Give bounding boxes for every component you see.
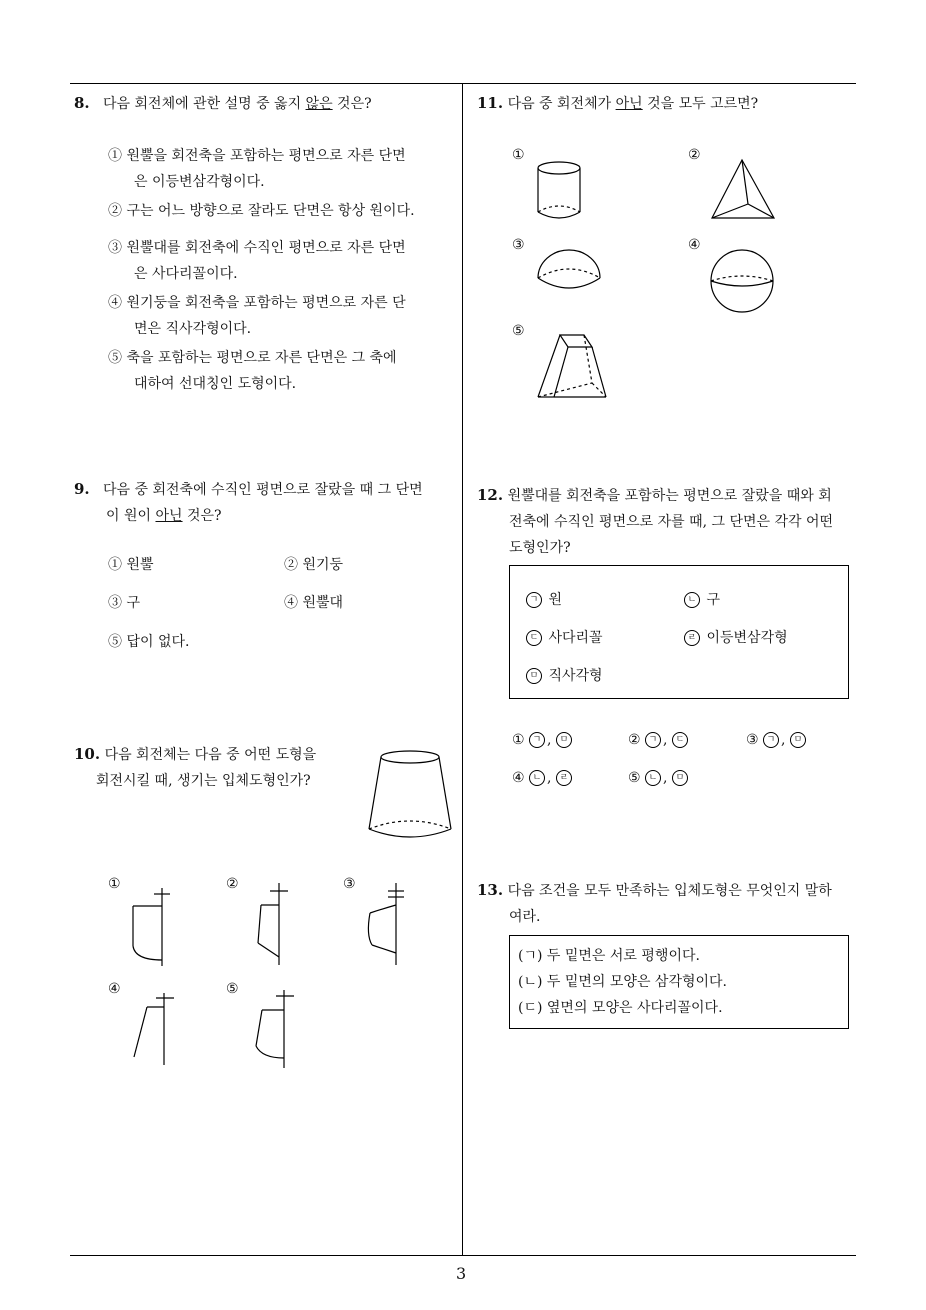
q11-option-2-tetrahedron[interactable] — [710, 158, 780, 223]
q12-answer-3[interactable]: ③ ㄱ , ㅁ — [746, 727, 808, 753]
q8-number: 8. — [74, 94, 90, 112]
q12-box-item-4: ㄹ 이등변삼각형 — [684, 625, 788, 651]
q10-number: 10. — [74, 745, 101, 763]
q10-option-1-mark[interactable]: ① — [108, 876, 121, 892]
q10-option-3-mark[interactable]: ③ — [343, 876, 356, 892]
q9-option-2[interactable]: ② 원기둥 — [284, 557, 344, 573]
column-divider — [462, 83, 463, 1256]
bottom-rule — [70, 1255, 856, 1256]
q10-option-2-mark[interactable]: ② — [226, 876, 239, 892]
q9-option-5[interactable]: ⑤ 답이 없다. — [108, 634, 190, 650]
q8-option-3[interactable]: ③ 원뿔대를 회전축에 수직인 평면으로 자른 단면 은 사다리꼴이다. — [108, 240, 406, 282]
q11-option-1-mark[interactable]: ① — [512, 147, 525, 163]
q12-box-item-2: ㄴ 구 — [684, 587, 720, 613]
q10-stem: 10. 다음 회전체는 다음 중 어떤 도형을 회전시킬 때, 생기는 입체도형인가? — [74, 745, 317, 789]
q10-option-1-figure[interactable] — [125, 888, 185, 968]
q12-answer-4[interactable]: ④ ㄴ , ㄹ — [512, 765, 574, 791]
q11-option-3-mark[interactable]: ③ — [512, 237, 525, 253]
q12-answer-2[interactable]: ② ㄱ , ㄷ — [628, 727, 690, 753]
q10-frustum-figure — [360, 745, 460, 845]
q11-option-4-sphere[interactable] — [708, 247, 778, 317]
q9-stem: 9. 다음 중 회전축에 수직인 평면으로 잘랐을 때 그 단면 이 원이 아닌 것은? — [74, 480, 423, 524]
q13-number: 13. — [477, 881, 504, 899]
q11-option-2-mark[interactable]: ② — [688, 147, 701, 163]
q12-box-item-1: ㄱ 원 — [526, 587, 562, 613]
q12-number: 12. — [477, 486, 504, 504]
q9-option-3[interactable]: ③ 구 — [108, 595, 140, 611]
top-rule — [70, 83, 856, 84]
q11-stem: 11. 다음 중 회전체가 아닌 것을 모두 고르면? — [477, 94, 759, 112]
q9-option-4[interactable]: ④ 원뿔대 — [284, 595, 344, 611]
q10-option-3-figure[interactable] — [364, 883, 424, 968]
q12-box-item-5: ㅁ 직사각형 — [526, 663, 603, 689]
q12-answer-5[interactable]: ⑤ ㄴ , ㅁ — [628, 765, 690, 791]
q13-condition-2: (ㄴ) 두 밑면의 모양은 삼각형이다. — [518, 974, 727, 990]
q9-number: 9. — [74, 480, 90, 498]
q8-option-5[interactable]: ⑤ 축을 포함하는 평면으로 자른 단면은 그 축에 대하여 선대칭인 도형이다. — [108, 350, 397, 392]
q11-option-1-cylinder[interactable] — [535, 160, 585, 225]
q12-stem: 12. 원뿔대를 회전축을 포함하는 평면으로 잘랐을 때와 회 전축에 수직인 평면으로 자를 때, 그 단면은 각각 어떤 도형인가? — [477, 486, 834, 556]
q8-option-4[interactable]: ④ 원기둥을 회전축을 포함하는 평면으로 자른 단 면은 직사각형이다. — [108, 295, 406, 337]
page-number: 3 — [456, 1264, 467, 1283]
q11-option-4-mark[interactable]: ④ — [688, 237, 701, 253]
q8-option-1[interactable]: ① 원뿔을 회전축을 포함하는 평면으로 자른 단면 은 이등변삼각형이다. — [108, 148, 406, 190]
q13-stem: 13. 다음 조건을 모두 만족하는 입체도형은 무엇인지 말하 여라. — [477, 881, 832, 925]
q11-option-3-hemisphere[interactable] — [535, 250, 605, 295]
q9-option-1[interactable]: ① 원뿔 — [108, 557, 154, 573]
q10-option-4-figure[interactable] — [128, 993, 188, 1068]
q12-box-item-3: ㄷ 사다리꼴 — [526, 625, 603, 651]
q11-option-5-mark[interactable]: ⑤ — [512, 323, 525, 339]
q12-answer-1[interactable]: ① ㄱ , ㅁ — [512, 727, 574, 753]
q10-option-2-figure[interactable] — [248, 883, 308, 968]
q13-condition-1: (ㄱ) 두 밑면은 서로 평행이다. — [518, 948, 700, 964]
q8-stem: 8. 다음 회전체에 관한 설명 중 옳지 않은 것은? — [74, 94, 372, 112]
q10-option-5-figure[interactable] — [248, 990, 308, 1070]
q13-condition-3: (ㄷ) 옆면의 모양은 사다리꼴이다. — [518, 1000, 723, 1016]
q11-option-5-frustum-prism[interactable] — [536, 333, 611, 403]
q11-number: 11. — [477, 94, 504, 112]
q10-option-5-mark[interactable]: ⑤ — [226, 981, 239, 997]
q8-option-2[interactable]: ② 구는 어느 방향으로 잘라도 단면은 항상 원이다. — [108, 203, 415, 219]
q10-option-4-mark[interactable]: ④ — [108, 981, 121, 997]
